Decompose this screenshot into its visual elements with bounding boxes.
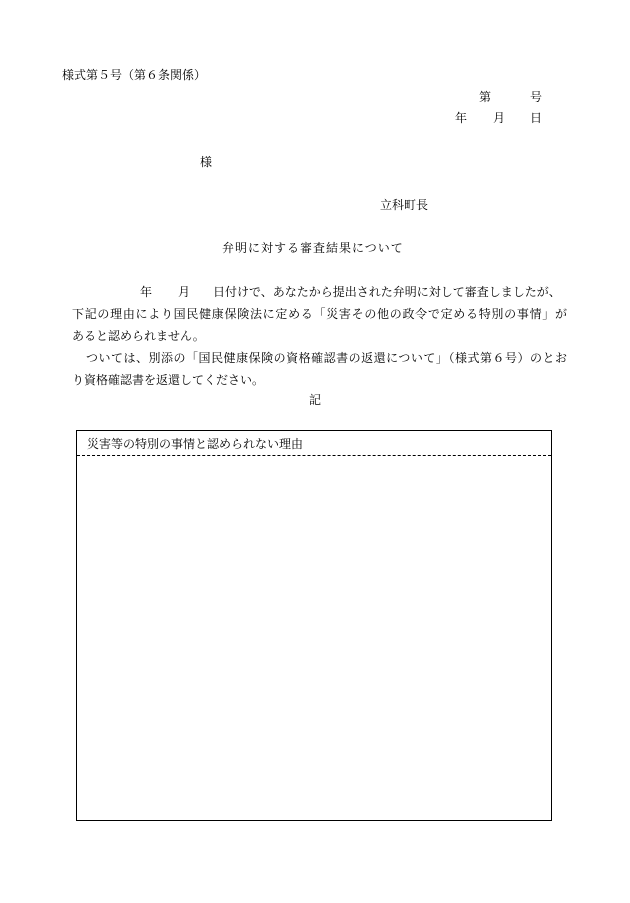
body-line5: り資格確認書を返還してください。 xyxy=(72,373,265,387)
reference-go: 号 xyxy=(530,90,543,104)
date-year: 年 xyxy=(455,111,468,125)
reason-box xyxy=(76,430,552,821)
addressee-suffix: 様 xyxy=(200,155,213,169)
document-title: 弁明に対する審査結果について xyxy=(222,241,404,255)
reference-dai: 第 xyxy=(479,90,492,104)
date-month: 月 xyxy=(493,111,506,125)
date-day: 日 xyxy=(530,111,543,125)
body-line2: 下記の理由により国民健康保険法に定める「災害その他の政令で定める特別の事情」が xyxy=(72,307,567,321)
body-line1-rest: 日付けで、あなたから提出された弁明に対して審査しましたが、 xyxy=(213,285,561,299)
reason-box-header xyxy=(77,431,551,456)
body-line3: あると認められません。 xyxy=(72,329,205,343)
body-line1-year: 年 xyxy=(140,285,153,299)
body-line1-month: 月 xyxy=(178,285,191,299)
body-line4: ついては、別添の「国民健康保険の資格確認書の返還について」（様式第６号）のとお xyxy=(86,351,567,365)
sender: 立科町長 xyxy=(380,198,429,212)
form-number: 様式第５号（第６条関係） xyxy=(62,68,207,82)
ki-heading: 記 xyxy=(309,393,322,407)
reason-box-label: 災害等の特別の事情と認められない理由 xyxy=(87,437,304,451)
